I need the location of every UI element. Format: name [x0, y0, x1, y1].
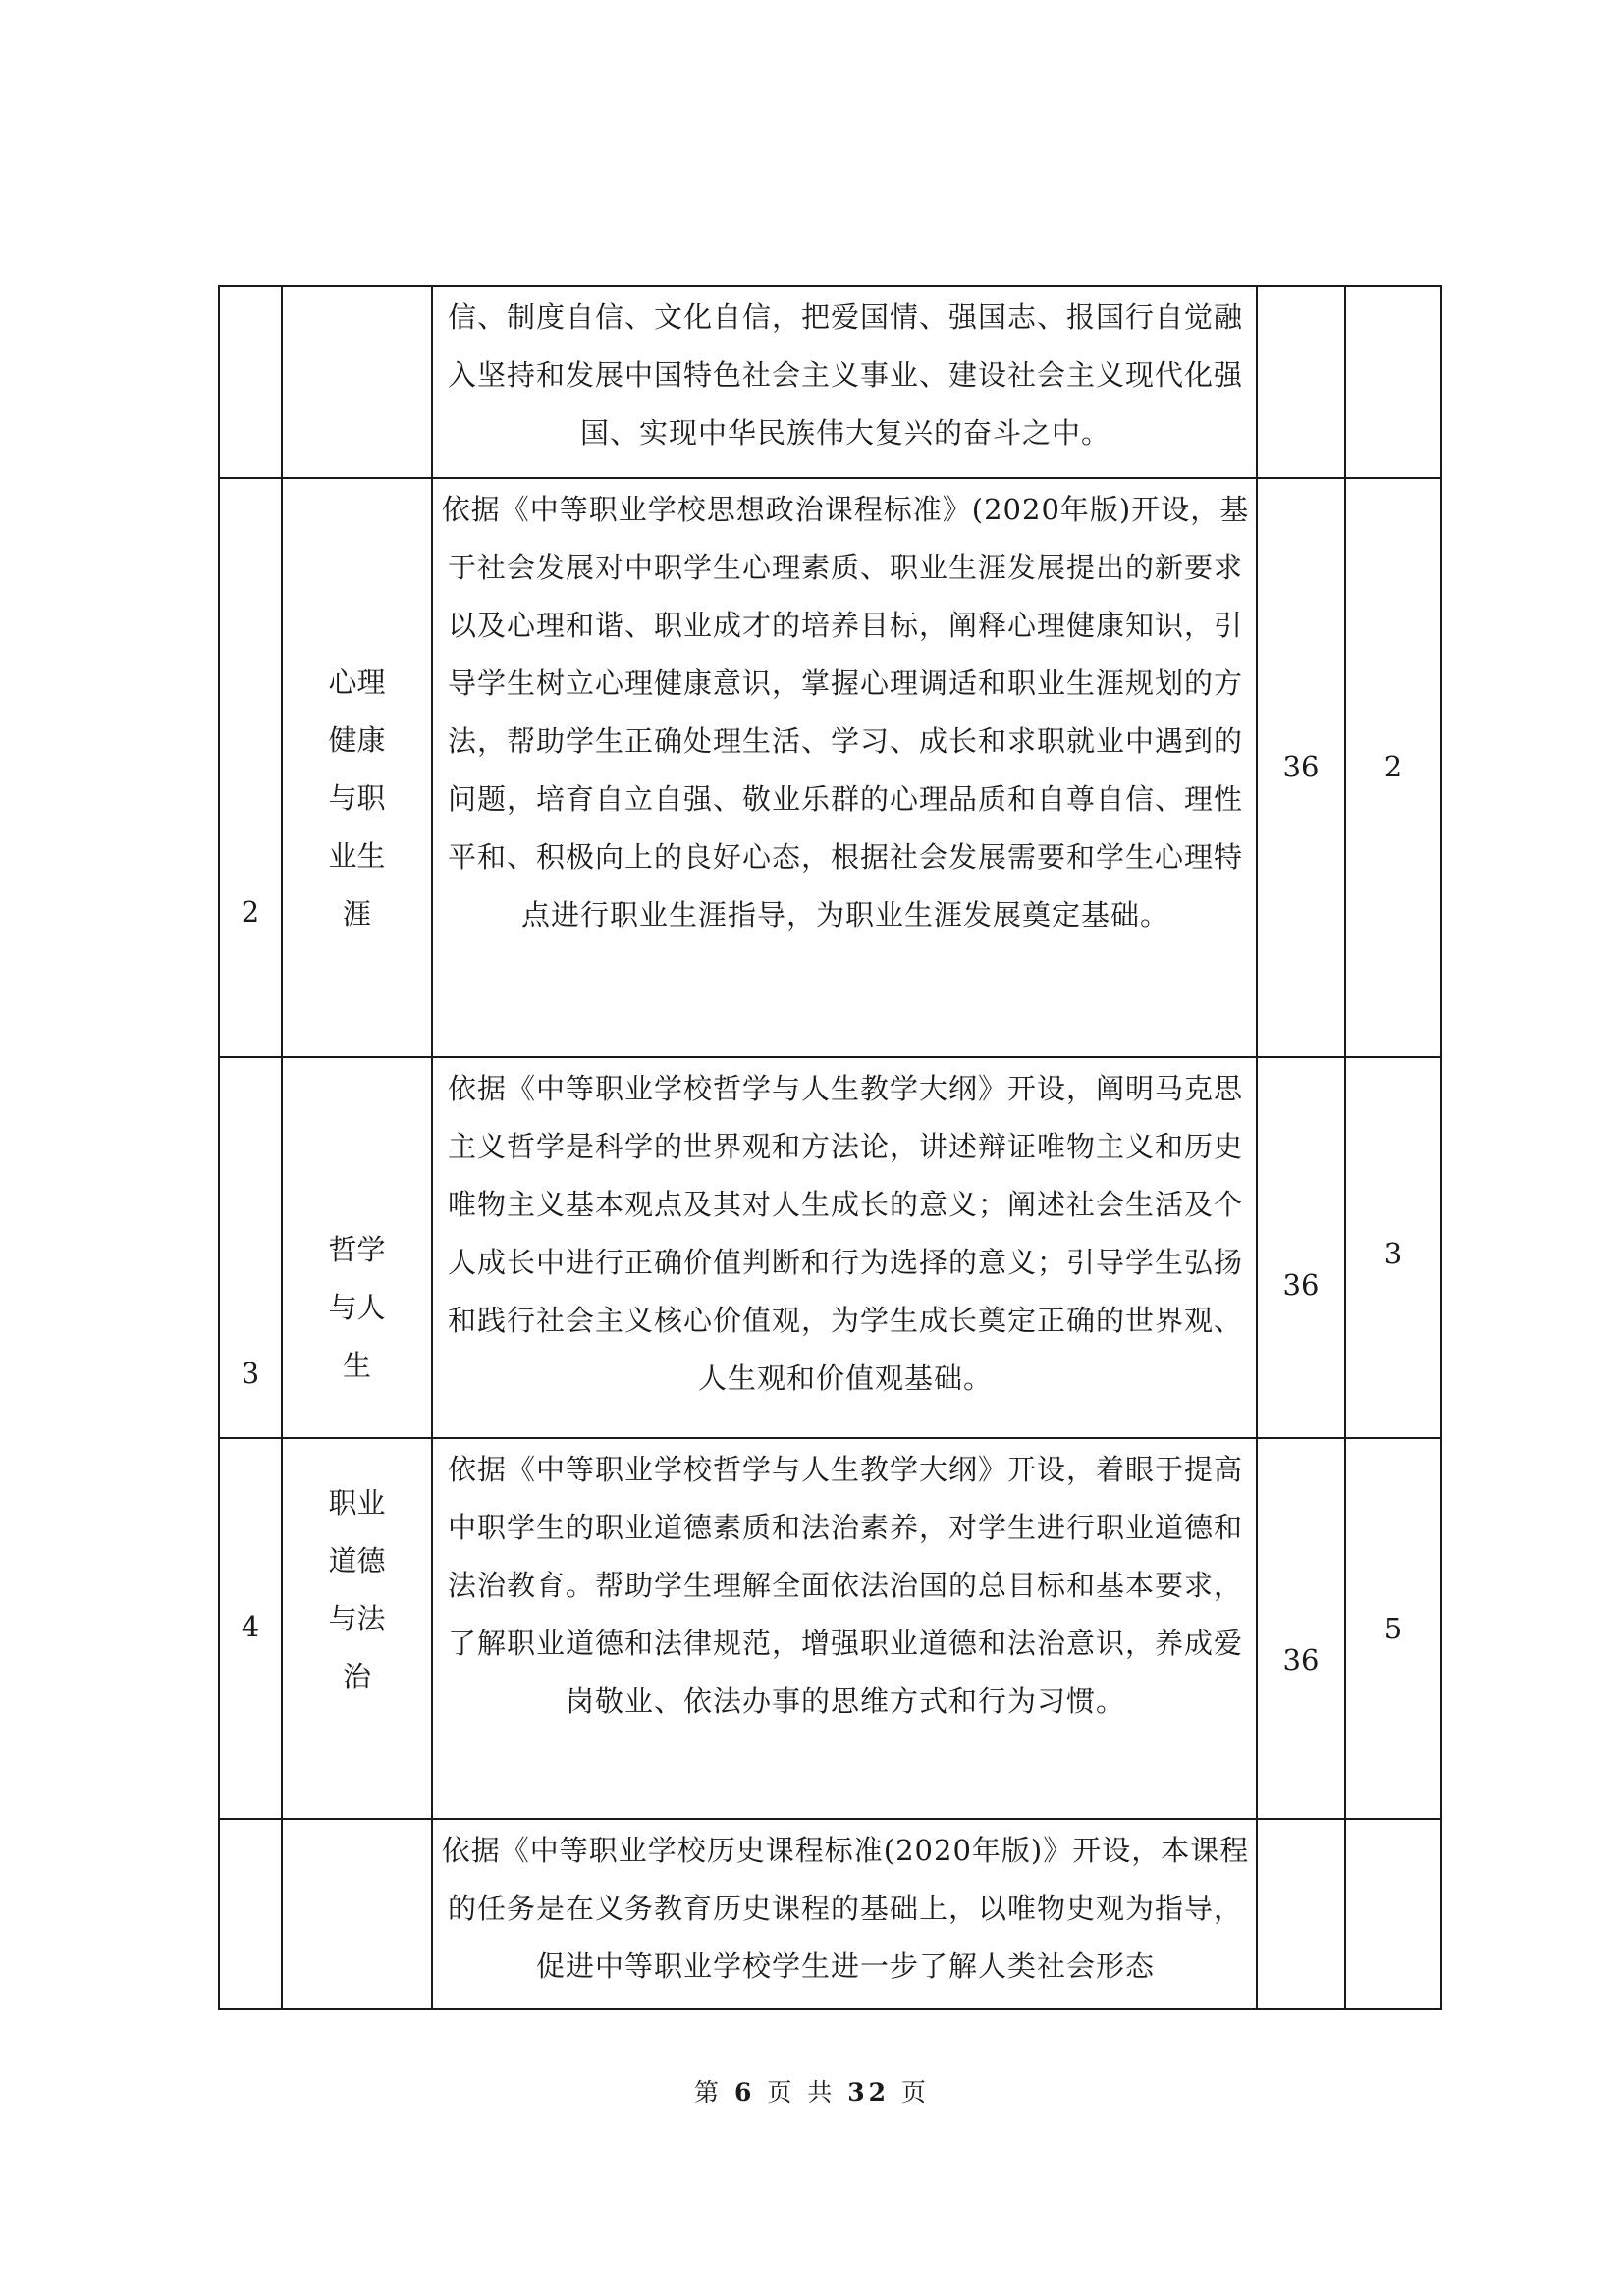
course-description-cell — [432, 286, 1257, 478]
row-number: 2 — [241, 895, 260, 929]
row-number: 3 — [241, 1357, 260, 1390]
hours-cell — [1257, 1438, 1345, 1819]
course-name-cell — [282, 478, 432, 1057]
course-name-cell — [282, 286, 432, 478]
course-name-line: 健康 — [328, 723, 386, 757]
table-row — [219, 1438, 1441, 1819]
course-description-cell — [432, 1819, 1257, 2009]
term-cell — [1345, 286, 1441, 478]
term-value: 2 — [1383, 750, 1403, 783]
course-description: 信、制度自信、文化自信，把爱国情、强国志、报国行自觉融入坚持和发展中国特色社会主义事业、建设社会主义现代化强国、实现中华民族伟大复兴的奋斗之中。 — [447, 300, 1243, 450]
table-row — [219, 478, 1441, 1057]
course-name-line: 与法 — [328, 1602, 386, 1635]
course-name-line: 与职 — [328, 781, 386, 815]
course-description: 依据《中等职业学校哲学与人生教学大纲》开设，着眼于提高中职学生的职业道德素质和法治素养，对学生进行职业道德和法治教育。帮助学生理解全面依法治国的总目标和基本要求，了解职业道德和法律规范，增强职业道德和法治意识，养成爱岗敬业、依法办事的思维方式和行为习惯。 — [447, 1453, 1243, 1718]
row-number: 4 — [241, 1610, 260, 1643]
course-description: 依据《中等职业学校思想政治课程标准》(2020年版)开设，基于社会发展对中职学生心理素质、职业生涯发展提出的新要求以及心理和谐、职业成才的培养目标，阐释心理健康知识，引导学生树立心理健康意识，掌握心理调适和职业生涯规划的方法，帮助学生正确处理生活、学习、成长和求职就业中遇到的问题，培育自立自强、敬业乐群的心理品质和自尊自信、理性平和、积极向上的良好心态，根据社会发展需要和学生心理特点进行职业生涯指导，为职业生涯发展奠定基础。 — [441, 493, 1250, 932]
hours-cell — [1257, 1819, 1345, 2009]
course-table — [218, 285, 1442, 2010]
course-description: 依据《中等职业学校历史课程标准(2020年版)》开设，本课程的任务是在义务教育历史课程的基础上，以唯物史观为指导，促进中等职业学校学生进一步了解人类社会形态 — [441, 1834, 1250, 1983]
row-number-cell — [219, 286, 282, 478]
table-row — [219, 1819, 1441, 2009]
total-page-number: 32 — [847, 2078, 891, 2107]
term-value: 3 — [1383, 1237, 1403, 1270]
course-description-cell — [432, 1438, 1257, 1819]
course-name-line: 治 — [342, 1660, 371, 1693]
course-name-line: 哲学 — [328, 1233, 386, 1266]
course-name-line: 与人 — [328, 1291, 386, 1324]
course-name-line: 职业 — [328, 1486, 386, 1520]
course-name-line: 涯 — [342, 897, 371, 931]
term-value: 5 — [1383, 1612, 1403, 1645]
hours-cell — [1257, 478, 1345, 1057]
course-name-line: 道德 — [328, 1544, 386, 1577]
course-name-line: 生 — [342, 1349, 371, 1382]
term-cell — [1345, 1057, 1441, 1438]
course-description-cell — [432, 478, 1257, 1057]
row-number-cell — [219, 478, 282, 1057]
course-name-line: 心理 — [328, 666, 386, 699]
hours-cell — [1257, 286, 1345, 478]
hours-value: 36 — [1282, 1268, 1320, 1302]
term-cell — [1345, 1438, 1441, 1819]
course-description: 依据《中等职业学校哲学与人生教学大纲》开设，阐明马克思主义哲学是科学的世界观和方法论，讲述辩证唯物主义和历史唯物主义基本观点及其对人生成长的意义；阐述社会生活及个人成长中进行正确价值判断和行为选择的意义；引导学生弘扬和践行社会主义核心价值观，为学生成长奠定正确的世界观、人生观和价值观基础。 — [447, 1072, 1243, 1395]
course-name-line: 业生 — [328, 839, 386, 873]
course-description-cell — [432, 1057, 1257, 1438]
term-cell — [1345, 1819, 1441, 2009]
course-name-cell — [282, 1057, 432, 1438]
hours-value: 36 — [1282, 750, 1320, 783]
footer-suffix: 页 — [900, 2078, 930, 2107]
row-number-cell — [219, 1438, 282, 1819]
current-page-number: 6 — [733, 2078, 756, 2107]
term-cell — [1345, 478, 1441, 1057]
hours-value: 36 — [1282, 1643, 1320, 1677]
table-row — [219, 1057, 1441, 1438]
course-name-cell — [282, 1438, 432, 1819]
hours-cell — [1257, 1057, 1345, 1438]
row-number-cell — [219, 1057, 282, 1438]
row-number-cell — [219, 1819, 282, 2009]
footer-middle: 页 共 — [767, 2078, 837, 2107]
course-name-cell — [282, 1819, 432, 2009]
footer-prefix: 第 — [694, 2078, 724, 2107]
page-footer — [0, 2073, 1624, 2109]
table-row — [219, 286, 1441, 478]
